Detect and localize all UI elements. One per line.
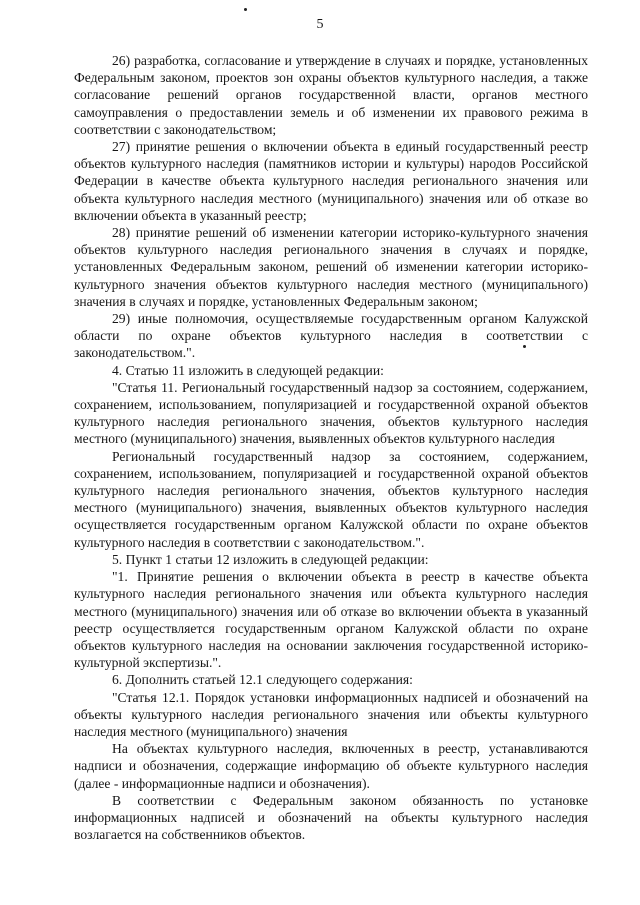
paragraph-article-11-body: Региональный государственный надзор за состоянием, содержанием, сохранением, использованием, популяризацией и государственной охраной объектов культурного наследия регионального значения, объектов культурного наследия местного (муниципального) значения, выявленных объектов культурного наследия осуществляется государственным органом Калужской области по охране объектов культурного наследия в соответствии с законодательством.". [74, 448, 588, 550]
scan-speck [244, 8, 247, 11]
document-body [74, 52, 588, 843]
paragraph-item-29: 29) иные полномочия, осуществляемые государственным органом Калужской области по охране объектов культурного наследия в соответствии с законодательством.". [74, 311, 588, 361]
paragraph-amendment-6: 6. Дополнить статьей 12.1 следующего содержания: [112, 672, 413, 688]
paragraph-article-12-1-body-1: На объектах культурного наследия, включенных в реестр, устанавливаются надписи и обозначения, содержащие информацию об объекте культурного наследия (далее - информационные надписи и обозначения). [74, 741, 588, 791]
paragraph-article-12-1-title: "Статья 12.1. Порядок установки информационных надписей и обозначений на объекты культурного наследия регионального значения или объекты культурного наследия местного (муниципального) значения [74, 689, 588, 739]
paragraph-article-11-title: "Статья 11. Региональный государственный надзор за состоянием, содержанием, сохранением, использованием, популяризацией и государственной охраной объектов культурного наследия регионального значения, объектов культурного наследия местного (муниципального) значения, выявленных объектов культурного наследия [74, 379, 588, 447]
paragraph-article-12-1-body-2: В соответствии с Федеральным законом обязанность по установке информационных надписей и обозначений на объекты культурного наследия возлагается на собственников объектов. [74, 792, 588, 843]
paragraph-item-26: 26) разработка, согласование и утверждение в случаях и порядке, установленных Федеральным законом, проектов зон охраны объектов культурного наследия, а также согласование решений органов государственной власти, органов местного самоуправления о предоставлении земель и об изменении их правового режима в соответствии с законодательством; [74, 53, 588, 137]
paragraph-item-27: 27) принятие решения о включении объекта в единый государственный реестр объектов культурного наследия (памятников истории и культуры) народов Российской Федерации в качестве объекта культурного наследия регионального значения или объекта культурного наследия местного (муниципального) значения или об отказе во включении объекта в указанный реестр; [74, 139, 588, 223]
paragraph-article-12-point-1: "1. Принятие решения о включении объекта в реестр в качестве объекта культурного наследия регионального значения или объекта культурного наследия местного (муниципального) значения или об отказе во включении объекта в указанный реестр осуществляется государственным органом Калужской области по охране объектов культурного наследия на основании заключения государственной историко-культурной экспертизы.". [74, 569, 588, 671]
paragraph-amendment-4: 4. Статью 11 изложить в следующей редакции: [112, 362, 384, 378]
paragraph-amendment-5: 5. Пункт 1 статьи 12 изложить в следующей редакции: [112, 551, 429, 567]
page-number: 5 [316, 17, 324, 32]
paragraph-item-28: 28) принятие решений об изменении категории историко-культурного значения объектов культурного наследия регионального значения в случаях и порядке, установленных Федеральным законом, решений об изменении категории историко-культурного значения объектов культурного наследия местного (муниципального) значения в случаях и порядке, установленных Федеральным законом; [74, 225, 588, 309]
